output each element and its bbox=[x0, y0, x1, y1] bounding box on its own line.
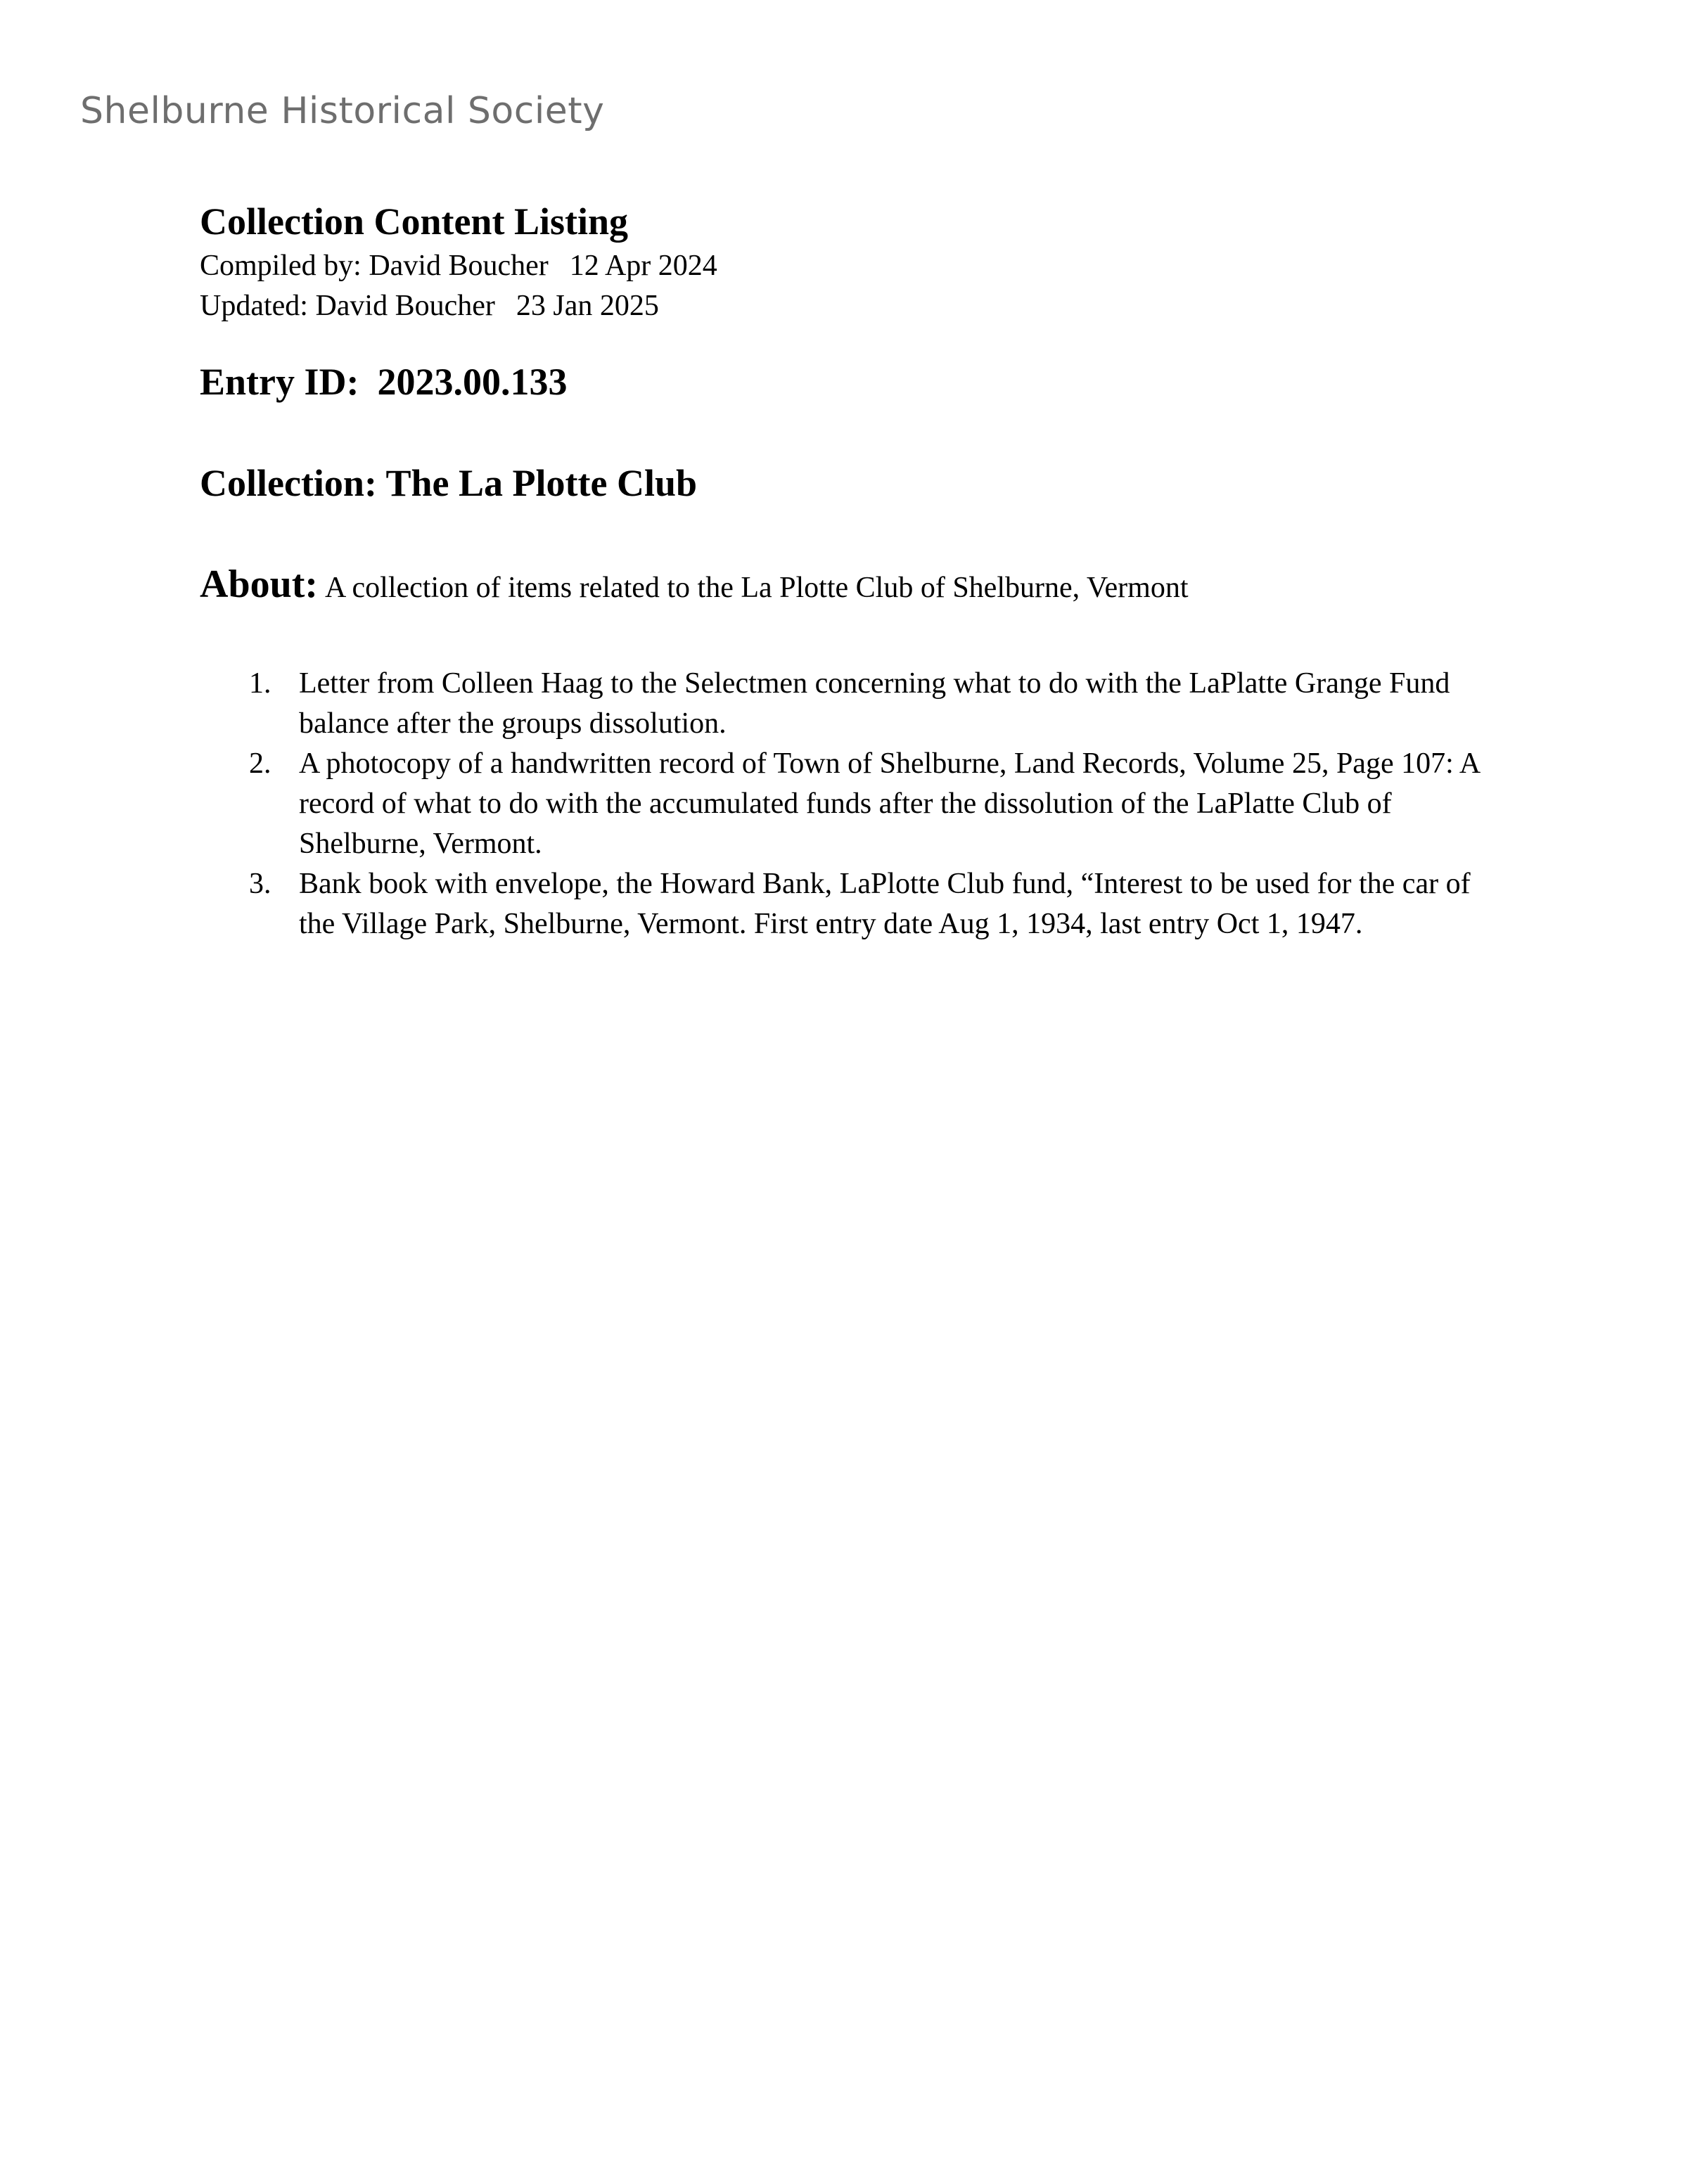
list-item-text: Letter from Colleen Haag to the Selectmen concerning what to do with the LaPlatte Grange Fund balance after the groups dissolution. bbox=[299, 667, 1450, 740]
compiled-date: 12 Apr 2024 bbox=[569, 250, 717, 282]
updated-label: Updated: bbox=[200, 290, 316, 322]
list-item bbox=[200, 744, 1509, 864]
compiled-by-line bbox=[200, 246, 1522, 286]
document-title: Collection Content Listing bbox=[200, 200, 629, 243]
about-label: About: bbox=[200, 563, 319, 606]
entry-id-label: Entry ID: bbox=[200, 361, 359, 403]
updated-name: David Boucher bbox=[315, 290, 495, 322]
list-item-text: Bank book with envelope, the Howard Bank, LaPlotte Club fund, “Interest to be used for the car of the Village Park, Shelburne, Vermont. First entry date Aug 1, 1934, last entry Oct 1, 1947. bbox=[299, 868, 1471, 940]
compiled-by-name: David Boucher bbox=[369, 250, 549, 282]
document-body bbox=[200, 197, 1522, 944]
list-item-number: 1. bbox=[249, 667, 271, 700]
updated-line bbox=[200, 286, 1522, 326]
entry-id bbox=[200, 357, 1522, 406]
collection-heading bbox=[200, 458, 1522, 508]
list-item bbox=[200, 864, 1509, 944]
collection-label: Collection: bbox=[200, 462, 377, 504]
compiled-by-label: Compiled by: bbox=[200, 250, 369, 282]
updated-date: 23 Jan 2025 bbox=[516, 290, 659, 322]
item-list bbox=[200, 664, 1522, 944]
list-item-number: 3. bbox=[249, 868, 271, 900]
collection-name: The La Plotte Club bbox=[385, 462, 698, 504]
entry-id-value: 2023.00.133 bbox=[377, 361, 568, 403]
organization-header: Shelburne Historical Society bbox=[80, 90, 605, 132]
about-text: A collection of items related to the La Plotte Club of Shelburne, Vermont bbox=[325, 572, 1189, 604]
list-item-text: A photocopy of a handwritten record of Town of Shelburne, Land Records, Volume 25, Page 107: A record of what to do with the accumulated funds after the dissolution of the LaPlatte Club of Shelburne, Vermont. bbox=[299, 747, 1479, 860]
about-section bbox=[200, 560, 1522, 619]
list-item-number: 2. bbox=[249, 747, 271, 780]
list-item bbox=[200, 664, 1509, 744]
